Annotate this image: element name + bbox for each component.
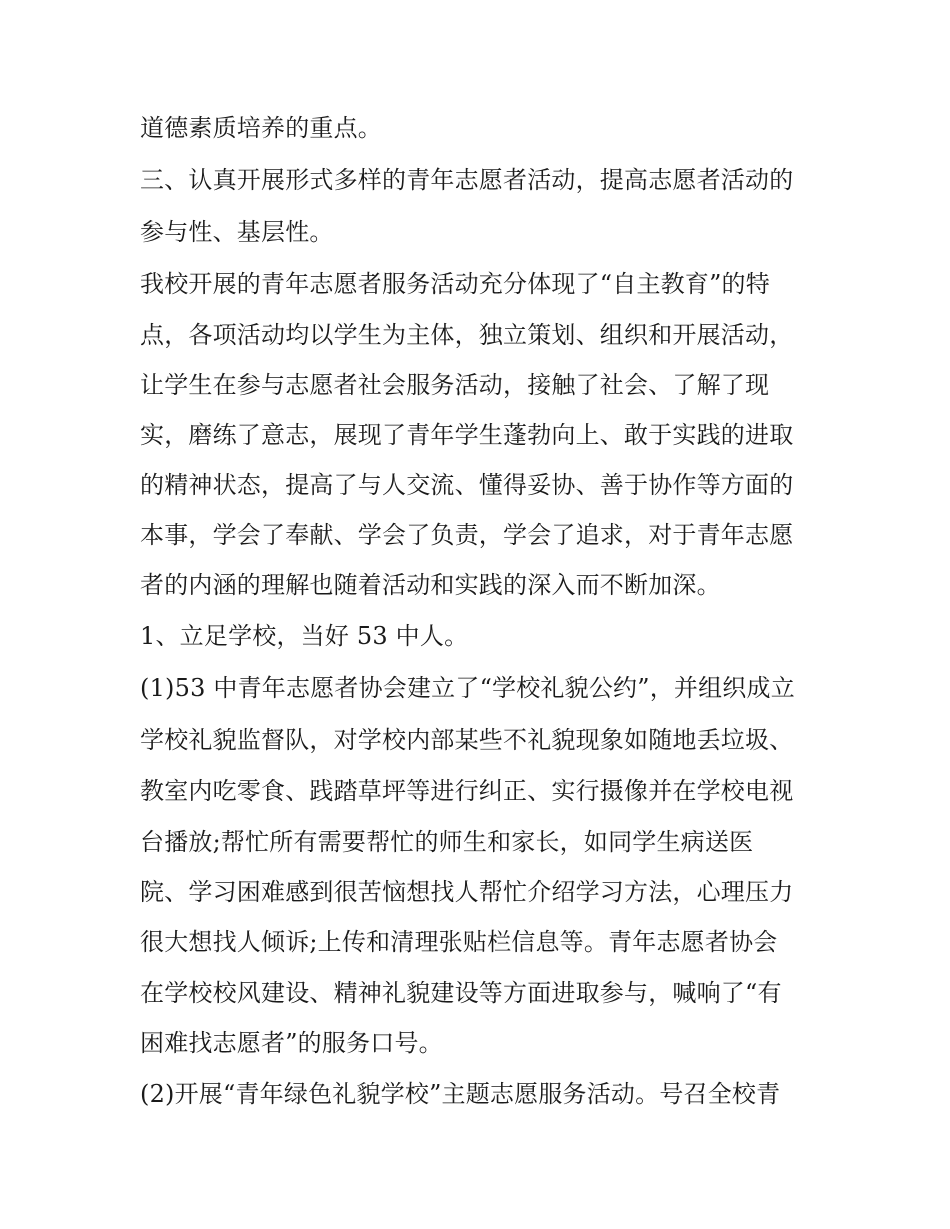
text-line: 点，各项活动均以学生为主体，独立策划、组织和开展活动， <box>140 321 794 349</box>
text-line: 我校开展的青年志愿者服务活动充分体现了“自主教育”的特 <box>140 270 770 298</box>
text-line: 三、认真开展形式多样的青年志愿者活动，提高志愿者活动的 <box>140 166 794 194</box>
text-line: (1)53 中青年志愿者协会建立了“学校礼貌公约”，并组织成立 <box>140 674 795 702</box>
text-line: 道德素质培养的重点。 <box>140 114 382 142</box>
text-line: 困难找志愿者”的服务口号。 <box>140 1029 443 1057</box>
text-line: 教室内吃零食、践踏草坪等进行纠正、实行摄像并在学校电视 <box>140 777 794 805</box>
text-line: 在学校校风建设、精神礼貌建设等方面进取参与，喊响了“有 <box>140 979 782 1007</box>
text-line: 院、学习困难感到很苦恼想找人帮忙介绍学习方法，心理压力 <box>140 878 794 906</box>
text-line: 参与性、基层性。 <box>140 218 334 246</box>
text-line: 让学生在参与志愿者社会服务活动，接触了社会、了解了现 <box>140 371 770 399</box>
text-line: 的精神状态，提高了与人交流、懂得妥协、善于协作等方面的 <box>140 471 794 499</box>
text-line: 很大想找人倾诉;上传和清理张贴栏信息等。青年志愿者协会 <box>140 928 778 956</box>
text-line: 1、立足学校，当好 53 中人。 <box>140 622 469 650</box>
text-line: 学校礼貌监督队，对学校内部某些不礼貌现象如随地丢垃圾、 <box>140 726 794 754</box>
text-line: 本事，学会了奉献、学会了负责，学会了追求，对于青年志愿 <box>140 521 794 549</box>
text-line: 者的内涵的理解也随着活动和实践的深入而不断加深。 <box>140 571 721 599</box>
text-line: (2)开展“青年绿色礼貌学校”主题志愿服务活动。号召全校青 <box>140 1080 781 1108</box>
text-line: 台播放;帮忙所有需要帮忙的师生和家长，如同学生病送医 <box>140 828 754 856</box>
text-line: 实，磨练了意志，展现了青年学生蓬勃向上、敢于实践的进取 <box>140 421 794 449</box>
